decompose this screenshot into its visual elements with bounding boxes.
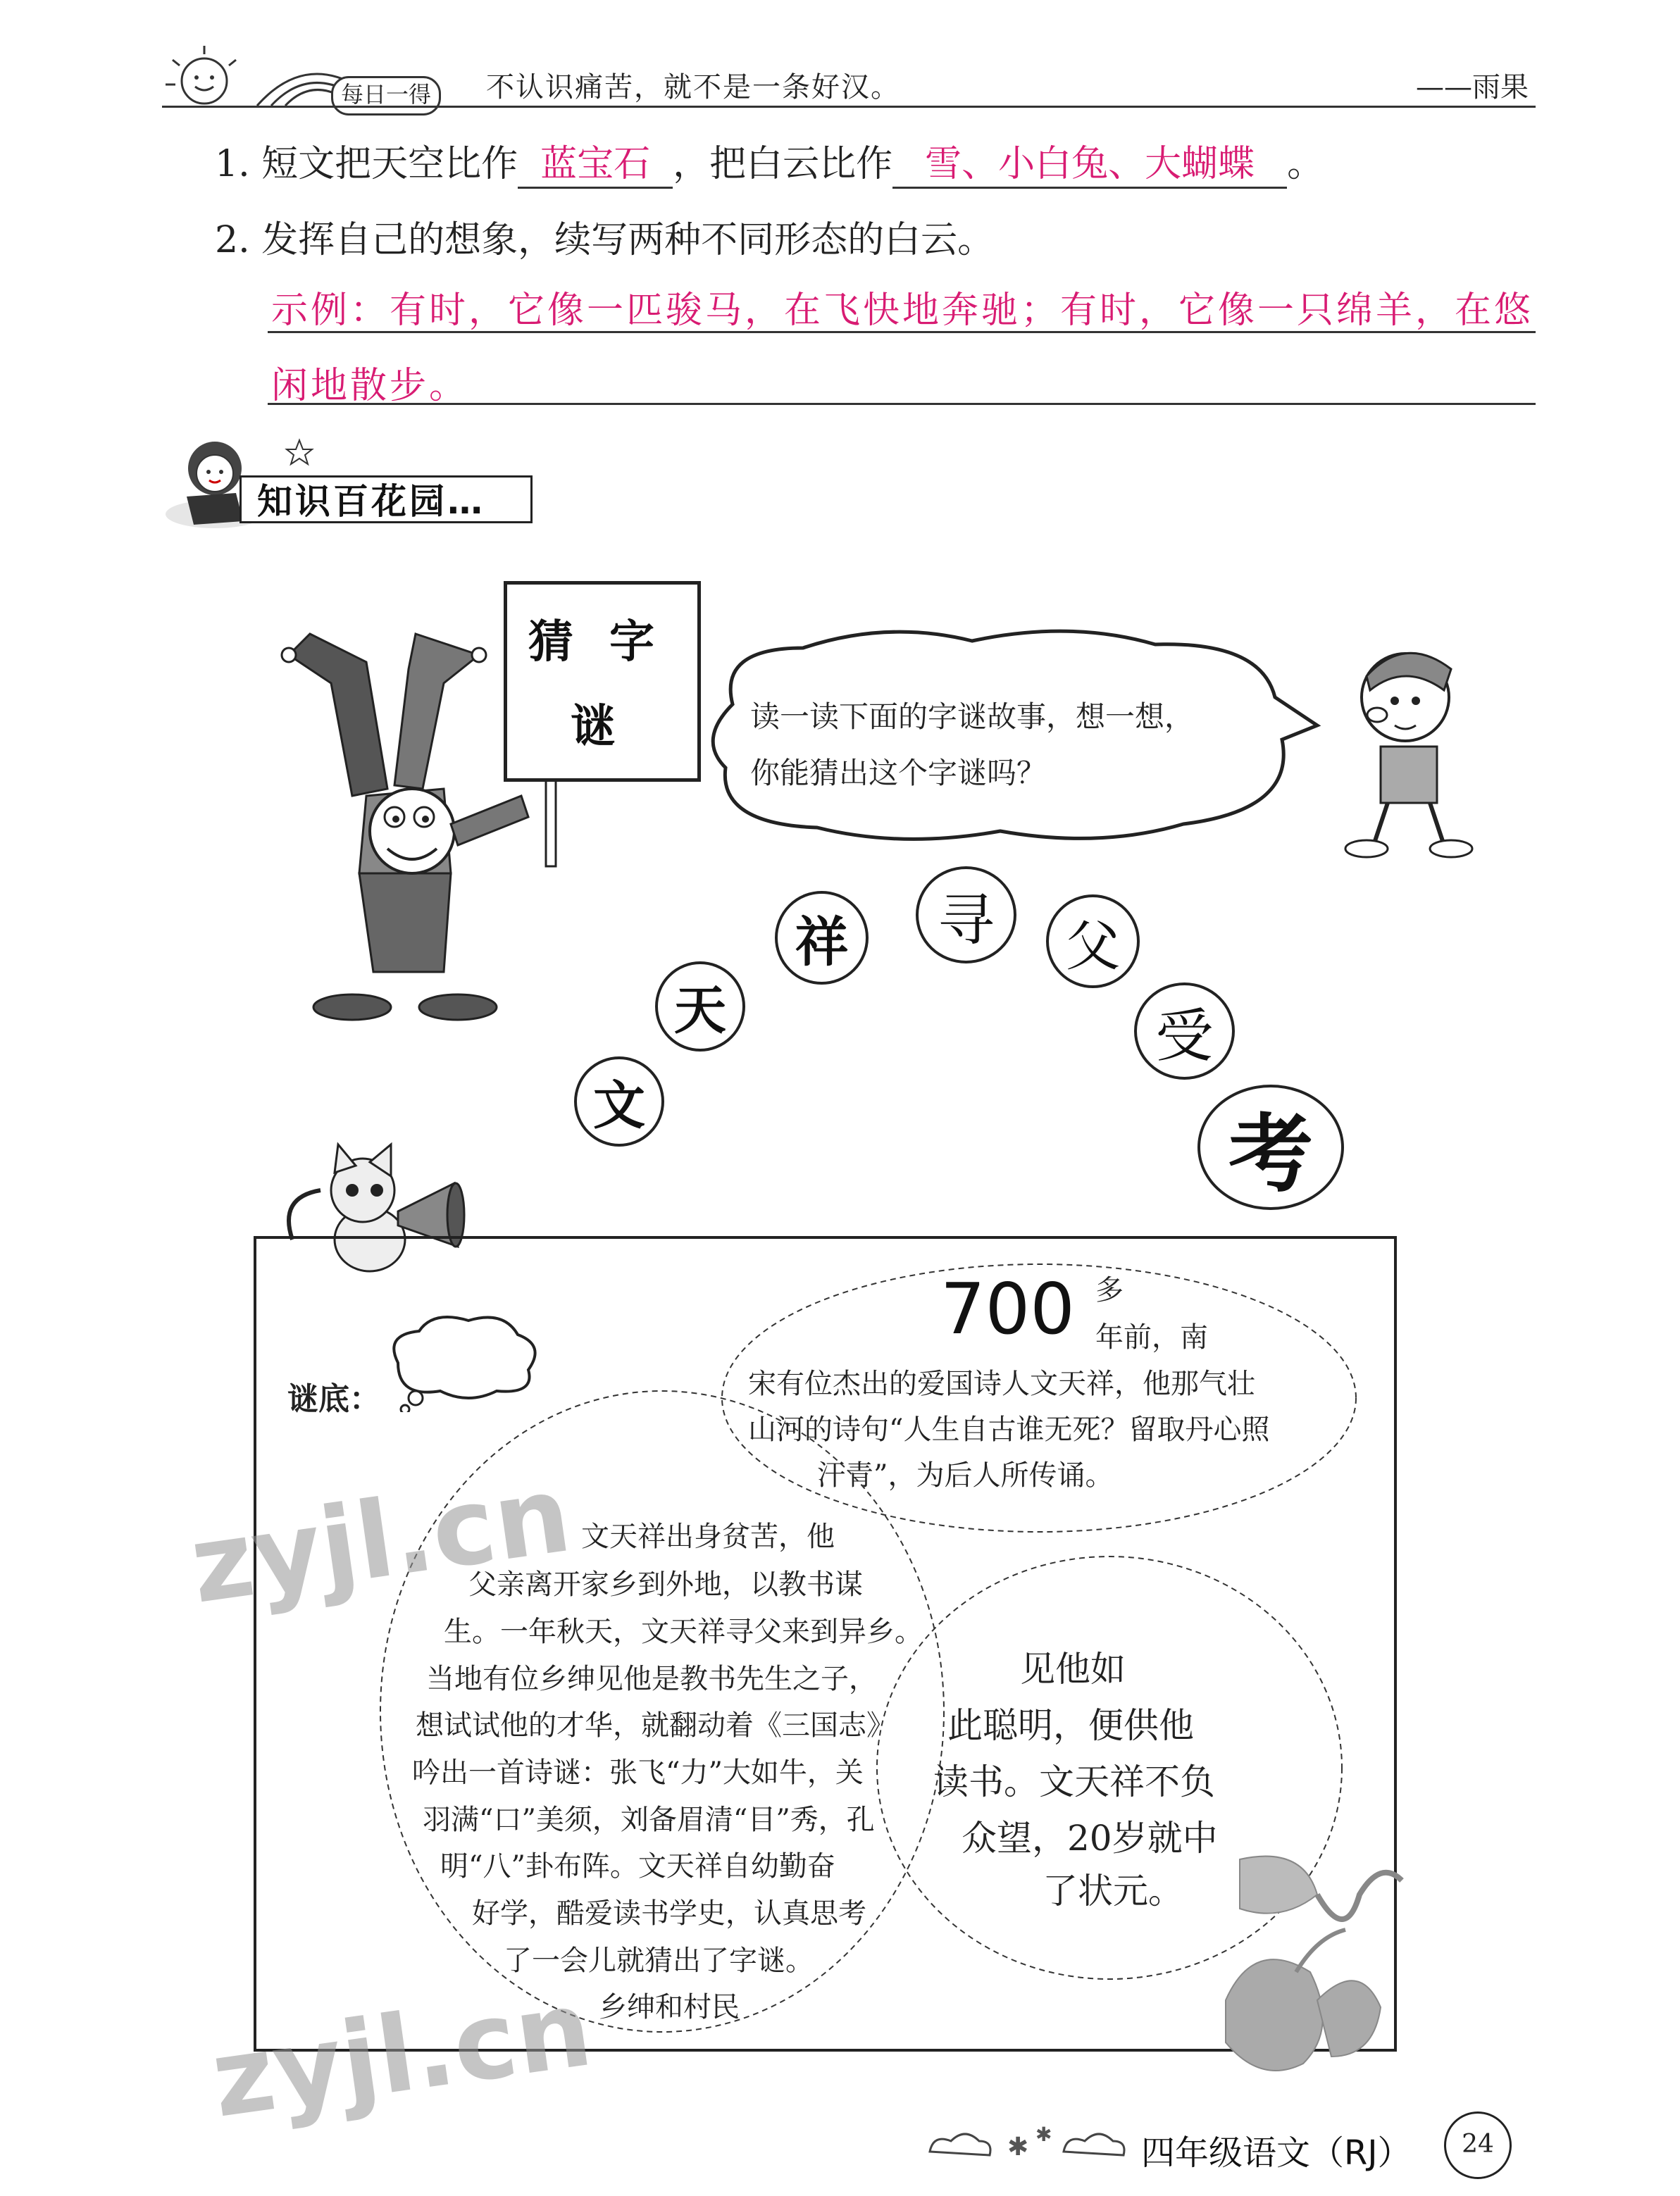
speech-cloud	[676, 620, 1345, 852]
boy-thinking-illustration	[1338, 634, 1479, 859]
svg-text:✱: ✱	[1035, 2123, 1052, 2146]
answer-text-line-1: 示例：有时，它像一匹骏马，在飞快地奔驰；有时，它像一只绵羊，在悠	[271, 289, 1534, 332]
story-bubble-2-line: 羽满“口”美须，刘备眉清“目”秀，孔	[423, 1804, 875, 1836]
riddle-char-kao: 考	[1197, 1085, 1344, 1210]
riddle-char-wen: 文	[574, 1056, 664, 1147]
riddle-char-tian: 天	[655, 961, 745, 1052]
speech-line-2: 你能猜出这个字谜吗？	[750, 756, 1047, 790]
story-bubble-1-line: 山河的诗句“人生自古谁无死？留取丹心照	[748, 1414, 1270, 1446]
story-number-700: 700	[940, 1268, 1075, 1350]
story-bubble-2-line: 生。一年秋天，文天祥寻父来到异乡。	[444, 1616, 923, 1648]
story-bubble-2-line: 父亲离开家乡到外地，以教书谋	[468, 1568, 863, 1601]
story-bubble-1-line: 年前，南	[1095, 1321, 1208, 1354]
riddle-char-fu: 父	[1046, 894, 1140, 988]
story-bubble-2-line: 乡绅和村民	[599, 1991, 740, 2023]
story-bubble-2-line: 吟出一首诗谜：张飞“力”大如牛，关	[412, 1757, 864, 1789]
story-bubble-1-line: 汗青”，为后人所传诵。	[817, 1459, 1114, 1492]
question-1: 1. 短文把天空比作 蓝宝石 ，把白云比作 雪、小白兔、大蝴蝶 。	[215, 134, 1324, 189]
answer-underline-2	[268, 403, 1536, 405]
story-bubble-2-line: 明“八”卦布阵。文天祥自幼勤奋	[440, 1850, 835, 1883]
question-2: 2. 发挥自己的想象，续写两种不同形态的白云。	[215, 219, 995, 261]
watermark-1: zyjl.cn	[183, 1453, 578, 1628]
header-motto: 不认识痛苦，就不是一条好汉。	[486, 71, 900, 104]
answer-text-line-2: 闲地散步。	[271, 365, 469, 407]
flower-decoration-icon	[1197, 1831, 1451, 2085]
footer-cloud-decoration-icon	[923, 2120, 1134, 2169]
answer-blank-1: 蓝宝石	[518, 134, 673, 189]
story-bubble-2-line: 当地有位乡绅见他是教书先生之子，	[426, 1663, 877, 1695]
story-bubble-3-line: 众望，20岁就中	[962, 1818, 1218, 1859]
story-bubble-3-line: 了状元。	[1043, 1871, 1183, 1911]
daily-badge: 每日一得	[331, 76, 441, 116]
riddle-char-shou: 受	[1134, 982, 1235, 1080]
story-bubble-2-line: 想试试他的才华，就翻动着《三国志》	[416, 1709, 895, 1742]
svg-text:✱: ✱	[1007, 2133, 1029, 2161]
riddle-sign: 猜 字 谜	[504, 581, 701, 782]
story-bubble-2-line: 了一会儿就猜出了字谜。	[504, 1945, 814, 1977]
footer-title: 四年级语文（RJ）	[1141, 2133, 1412, 2173]
page-number: 24	[1444, 2111, 1512, 2179]
answer-blank-2: 雪、小白兔、大蝴蝶	[892, 134, 1287, 189]
story-bubble-3-line: 见他如	[1020, 1649, 1126, 1690]
riddle-char-xiang: 祥	[775, 891, 869, 985]
section-title: 知识百花园…	[257, 481, 485, 522]
story-bubble-2-line: 好学，酷爱读书学史，认真思考	[472, 1897, 866, 1930]
header-rule	[162, 106, 1536, 108]
header-author: ——雨果	[1416, 71, 1529, 104]
story-bubble-2-line: 文天祥出身贫苦，他	[581, 1521, 835, 1553]
story-duo: 多	[1095, 1274, 1124, 1306]
story-bubble-3-line: 读书。文天祥不负	[933, 1761, 1215, 1802]
story-bubble-1-line: 宋有位杰出的爱国诗人文天祥，他那气壮	[748, 1368, 1255, 1400]
riddle-char-xun: 寻	[916, 866, 1016, 963]
story-bubble-3-line: 此聪明，便供他	[947, 1705, 1194, 1746]
speech-line-1: 读一读下面的字谜故事，想一想，	[750, 699, 1195, 734]
answer-underline-1	[268, 331, 1536, 333]
watermark-2: zyjl.cn	[204, 1967, 599, 2142]
riddle-answer-label: 谜底：	[287, 1381, 380, 1417]
